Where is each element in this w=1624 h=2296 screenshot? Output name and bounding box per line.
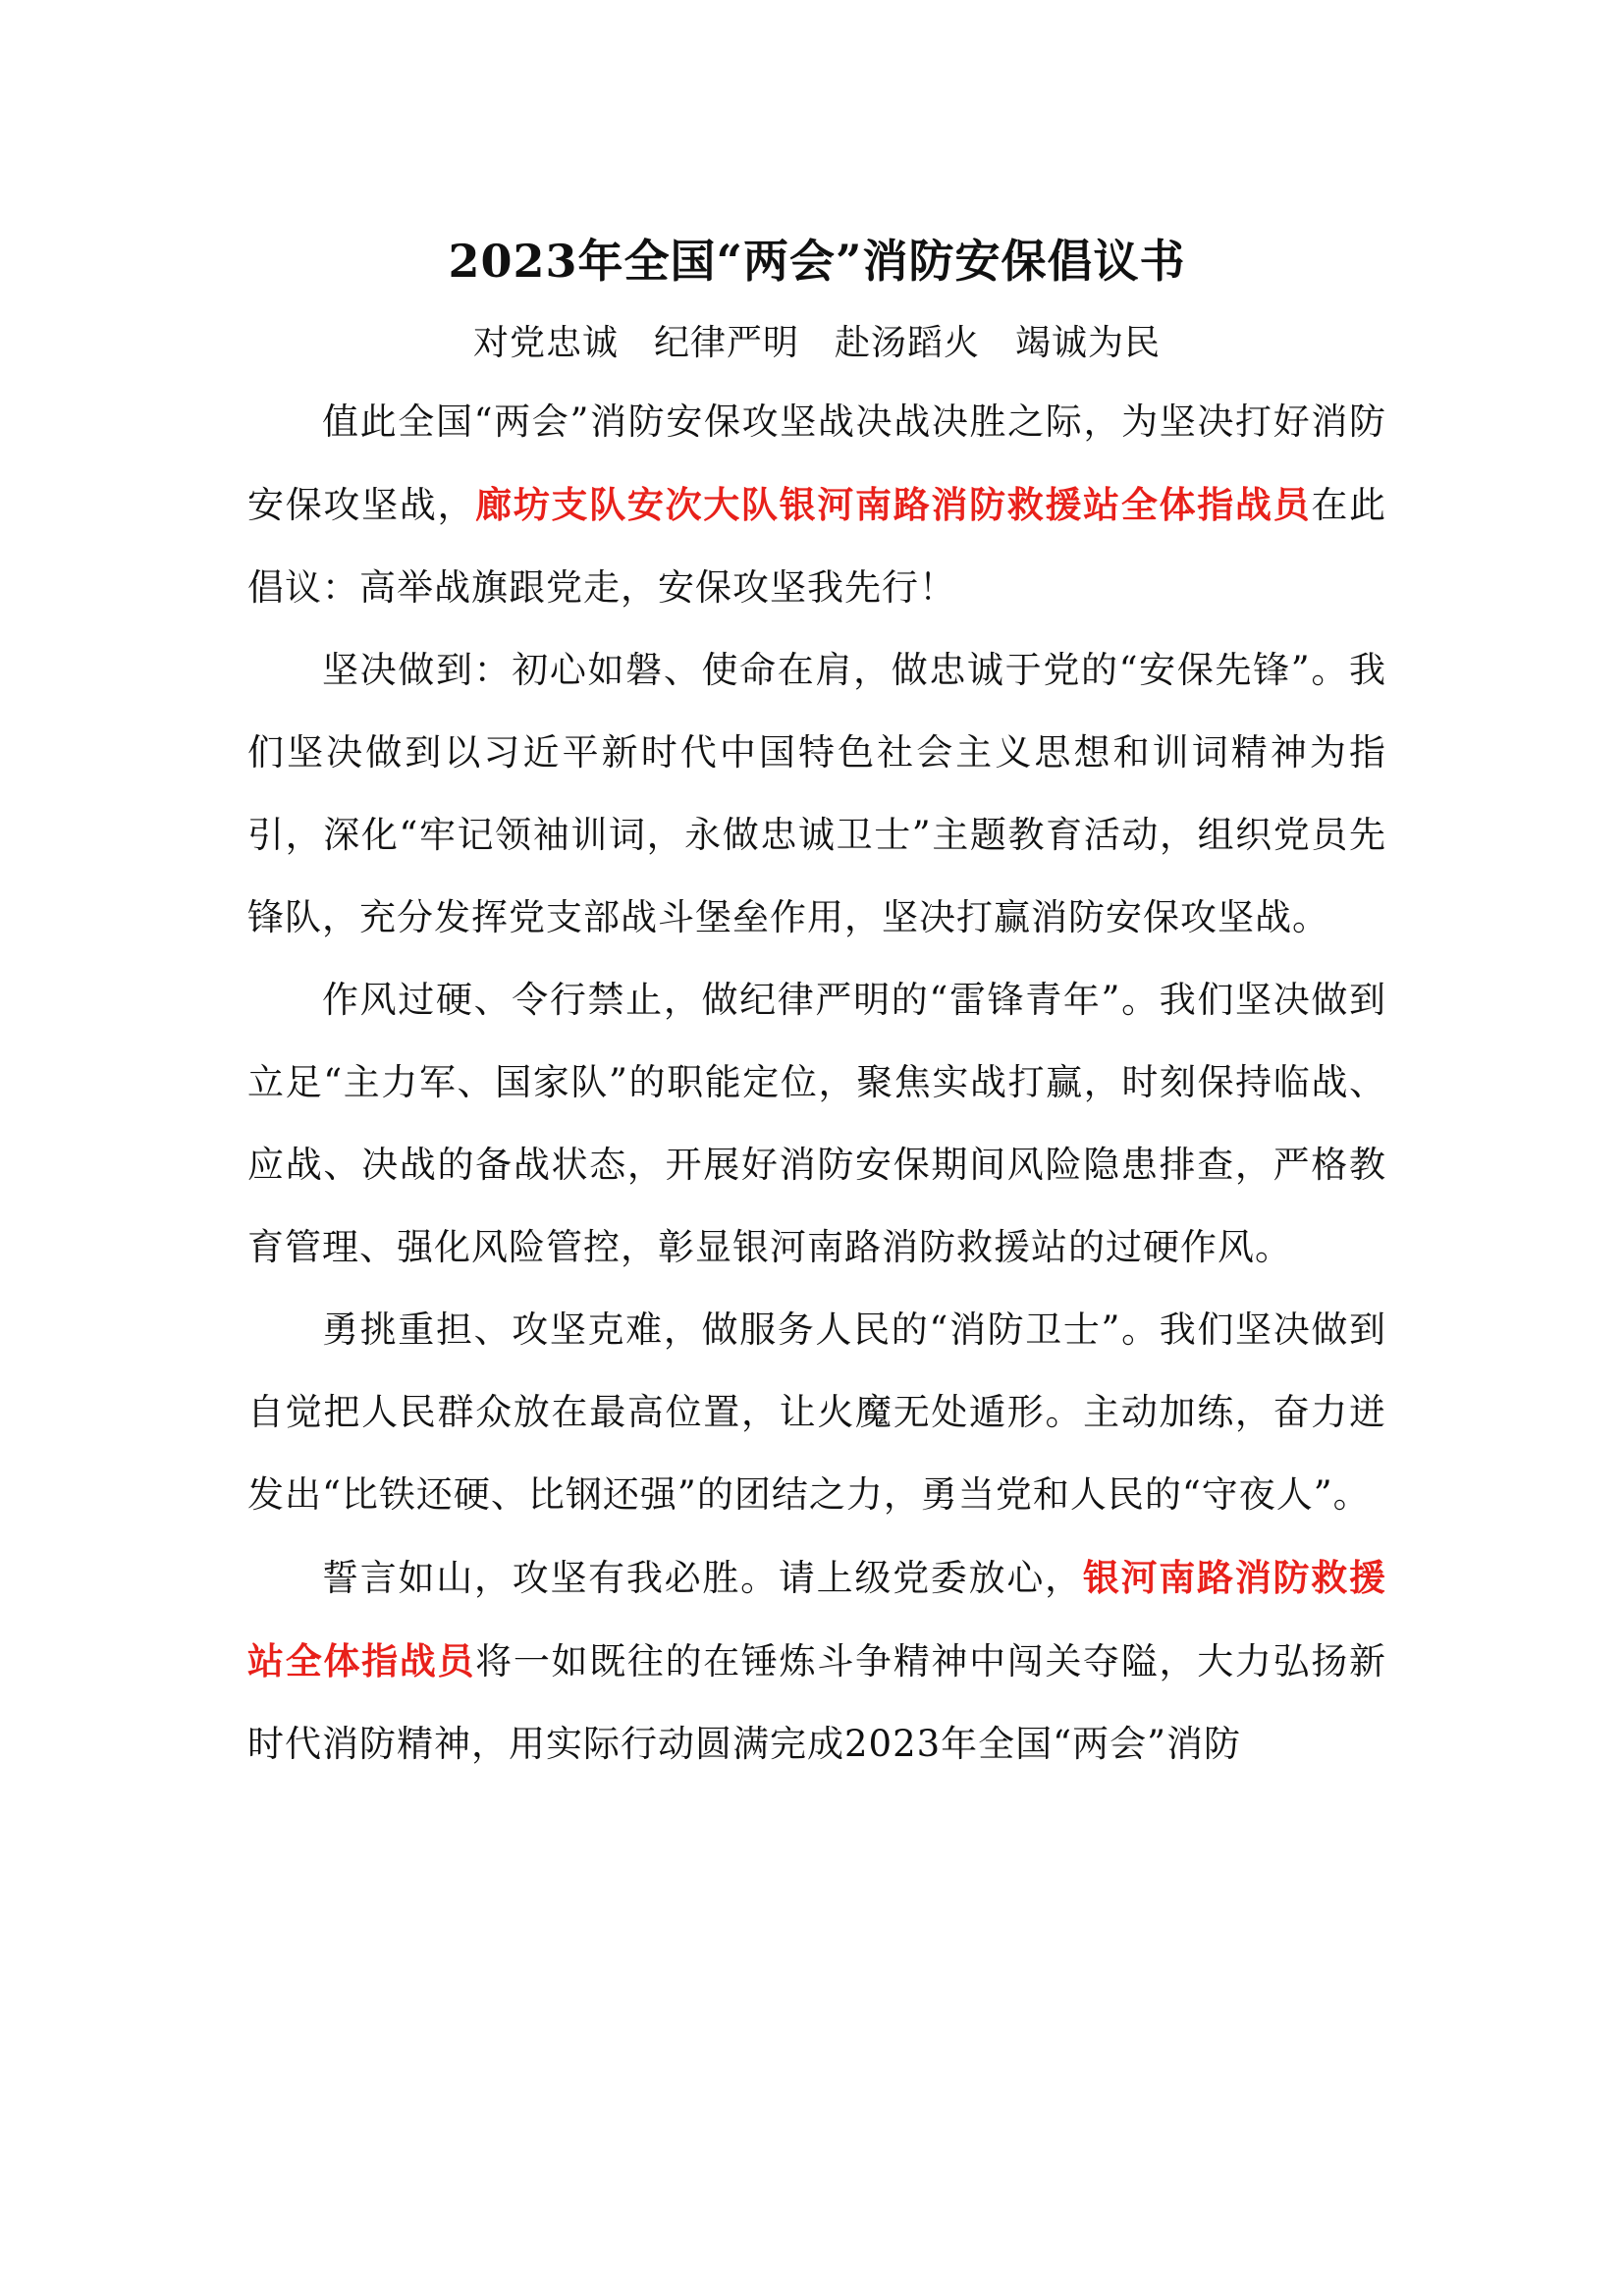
paragraph-text: 将一如既往的在锤炼斗争精神中闯关夺隘，大力弘扬新时代消防精神，用实际行动圆满完成2023年全国“两会”消防 bbox=[247, 1640, 1387, 1765]
paragraph-text: 誓言如山，攻坚有我必胜。请上级党委放心， bbox=[322, 1557, 1083, 1599]
paragraph-text: 在此倡议：高举战旗跟党走，安保攻坚我先行！ bbox=[247, 484, 1387, 609]
paragraph-intro bbox=[247, 381, 1386, 629]
document-body bbox=[247, 224, 1386, 1786]
document-title: 2023年全国“两会”消防安保倡议书 bbox=[448, 235, 1186, 288]
slogan-line bbox=[247, 316, 1386, 371]
highlighted-unit-name: 廊坊支队安次大队银河南路消防救援站全体指战员 bbox=[475, 483, 1312, 526]
paragraph-text: 值此全国“两会”消防安保攻坚战决战决胜之际，为坚决打好消防安保攻坚战， bbox=[247, 400, 1386, 526]
highlighted-unit-name: 银河南路消防救援站全体指战员 bbox=[247, 1556, 1387, 1682]
paragraph-discipline: 作风过硬、令行禁止，做纪律严明的“雷锋青年”。我们坚决做到立足“主力军、国家队”的职能定位，聚焦实战打赢，时刻保持临战、应战、决战的备战状态，开展好消防安保期间风险隐患排查，严格教育管理、强化风险管控，彰显银河南路消防救援站的过硬作风。 bbox=[247, 979, 1386, 1268]
slogan-item: 纪律严明 bbox=[653, 323, 799, 363]
paragraph-pledge bbox=[247, 1536, 1386, 1786]
paragraph-service: 勇挑重担、攻坚克难，做服务人民的“消防卫士”。我们坚决做到自觉把人民群众放在最高位置，让火魔无处遁形。主动加练，奋力迸发出“比铁还硬、比钢还强”的团结之力，勇当党和人民的“守夜人”。 bbox=[247, 1308, 1386, 1516]
slogan-item: 对党忠诚 bbox=[472, 323, 619, 363]
slogan-item: 竭诚为民 bbox=[1015, 323, 1162, 363]
slogan-item: 赴汤蹈火 bbox=[835, 323, 981, 363]
paragraph-loyalty: 坚决做到：初心如磐、使命在肩，做忠诚于党的“安保先锋”。我们坚决做到以习近平新时代中国特色社会主义思想和训词精神为指引，深化“牢记领袖训词，永做忠诚卫士”主题教育活动，组织党员先锋队，充分发挥党支部战斗堡垒作用，坚决打赢消防安保攻坚战。 bbox=[247, 649, 1386, 938]
